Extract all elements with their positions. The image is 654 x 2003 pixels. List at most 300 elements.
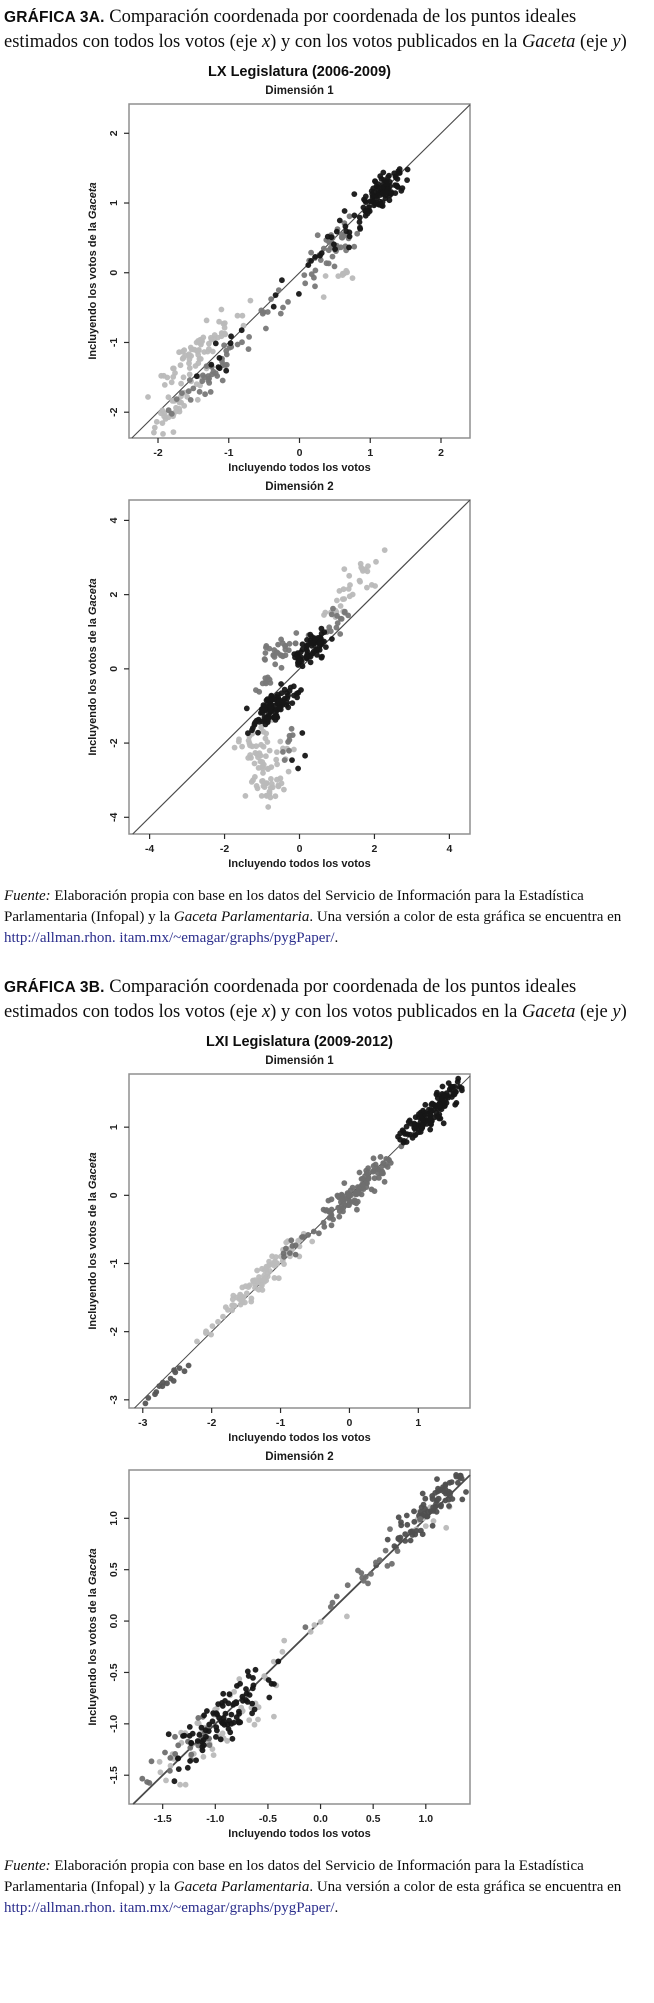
data-point — [246, 1284, 252, 1290]
data-point — [296, 291, 302, 297]
data-point — [404, 1139, 410, 1145]
data-point — [293, 640, 299, 646]
plot-title: Dimensión 2 — [265, 481, 334, 493]
data-point — [368, 1571, 374, 1577]
data-point — [260, 770, 266, 776]
text-segment: Fuente: — [4, 1858, 51, 1874]
source-note-3b — [4, 1856, 648, 1919]
data-point — [301, 1234, 307, 1240]
data-point — [402, 1538, 408, 1544]
figure-3a — [4, 64, 648, 872]
data-point — [208, 389, 214, 395]
data-point — [338, 244, 344, 250]
data-point — [276, 1275, 282, 1281]
data-point — [357, 579, 363, 585]
data-point — [308, 654, 314, 660]
data-point — [402, 1531, 408, 1537]
data-point — [210, 1323, 216, 1329]
data-point — [223, 348, 229, 354]
data-point — [224, 1738, 230, 1744]
data-point — [455, 1480, 461, 1486]
x-tick-label: 0.0 — [313, 1813, 328, 1825]
data-point — [286, 748, 292, 754]
data-point — [282, 757, 288, 763]
data-point — [385, 1537, 391, 1543]
data-point — [332, 264, 338, 270]
data-point — [297, 657, 303, 663]
x-axis-label: Incluyendo todos los votos — [228, 1828, 371, 1840]
data-point — [289, 700, 295, 706]
data-point — [222, 1698, 228, 1704]
text-segment: y — [612, 32, 621, 52]
scatter-plot-lx-dimension-1 — [4, 80, 654, 476]
y-tick-label: 4 — [108, 517, 120, 524]
data-point — [171, 429, 177, 435]
data-point — [245, 730, 251, 736]
data-point — [395, 1548, 401, 1554]
data-point — [428, 1107, 434, 1113]
data-point — [394, 182, 400, 188]
data-point — [220, 378, 226, 384]
data-point — [187, 365, 193, 371]
data-point — [294, 695, 300, 701]
data-point — [388, 189, 394, 195]
data-point — [395, 1536, 401, 1542]
data-point — [308, 1629, 314, 1635]
data-point — [160, 1383, 166, 1389]
data-point — [362, 1173, 368, 1179]
data-point — [338, 603, 344, 609]
data-point — [273, 292, 279, 298]
data-point — [223, 368, 229, 374]
data-point — [170, 374, 176, 380]
data-point — [256, 689, 262, 695]
data-point — [217, 355, 223, 361]
data-point — [427, 1127, 433, 1133]
data-point — [385, 1164, 391, 1170]
data-point — [383, 1548, 389, 1554]
data-point — [430, 1508, 436, 1514]
figure-3b — [4, 1034, 648, 1842]
data-point — [167, 1768, 173, 1774]
data-point — [236, 739, 242, 745]
data-point — [143, 1401, 149, 1407]
data-point — [201, 1754, 207, 1760]
data-point — [211, 369, 217, 375]
data-point — [197, 1732, 203, 1738]
data-point — [352, 213, 358, 219]
y-tick-label: -2 — [108, 407, 120, 417]
data-point — [178, 362, 184, 368]
x-tick-label: -2 — [153, 447, 163, 459]
data-point — [447, 1490, 453, 1496]
data-point — [277, 705, 283, 711]
data-point — [336, 1214, 342, 1220]
data-point — [206, 380, 212, 386]
data-point — [145, 1395, 151, 1401]
y-tick-label: -4 — [108, 812, 120, 822]
data-point — [181, 374, 187, 380]
data-point — [246, 1717, 252, 1723]
data-point — [221, 1719, 227, 1725]
data-point — [262, 675, 268, 681]
text-segment: Gaceta Parlamentaria — [173, 1879, 310, 1895]
data-point — [282, 696, 288, 702]
data-point — [187, 372, 193, 378]
data-point — [365, 1581, 371, 1587]
data-point — [342, 610, 348, 616]
data-point — [258, 308, 264, 314]
data-point — [358, 565, 364, 571]
data-point — [251, 1279, 257, 1285]
data-point — [263, 753, 269, 759]
x-tick-label: -1 — [224, 447, 234, 459]
data-point — [204, 1708, 210, 1714]
data-point — [354, 231, 360, 237]
data-point — [329, 1222, 335, 1228]
scatter-plot-lxi-dimension-2 — [4, 1446, 654, 1842]
data-point — [347, 593, 353, 599]
data-point — [246, 334, 252, 340]
data-point — [239, 744, 245, 750]
data-point — [162, 1750, 168, 1756]
data-point — [169, 379, 175, 385]
y-tick-label: -1 — [108, 337, 120, 348]
data-point — [171, 1367, 177, 1373]
data-point — [422, 1102, 428, 1108]
data-point — [252, 1722, 258, 1728]
data-point — [266, 1677, 272, 1683]
text-segment: x — [261, 1002, 271, 1022]
data-point — [182, 1368, 188, 1374]
text-segment: Fuente: — [4, 888, 51, 904]
data-point — [268, 296, 274, 302]
data-point — [213, 1710, 219, 1716]
data-point — [206, 1722, 212, 1728]
data-point — [162, 382, 168, 388]
data-point — [266, 1695, 272, 1701]
data-point — [373, 559, 379, 565]
plot-title: Dimensión 1 — [265, 1055, 334, 1067]
figure-3b-heading: LXI Legislatura (2009-2012) — [206, 1034, 393, 1050]
data-point — [259, 793, 265, 799]
text-segment: Comparación coordenada por coordenada de los puntos ideales estimados con todos los votos (eje — [4, 7, 577, 52]
data-point — [459, 1497, 465, 1503]
data-point — [420, 1122, 426, 1128]
text-segment: Gaceta Parlamentaria — [173, 909, 310, 925]
data-point — [445, 1093, 451, 1099]
data-point — [252, 1285, 258, 1291]
data-point — [247, 740, 253, 746]
data-point — [389, 1561, 395, 1567]
data-point — [357, 226, 363, 232]
data-point — [334, 1594, 340, 1600]
data-point — [213, 341, 219, 347]
source-url-link[interactable]: http://allman.rhon. itam.mx/~emagar/graphs/pygPaper/ — [4, 1900, 335, 1916]
data-point — [249, 1710, 255, 1716]
data-point — [431, 1518, 437, 1524]
data-point — [243, 1686, 249, 1692]
y-tick-label: -2 — [108, 1326, 120, 1337]
data-point — [328, 1604, 334, 1610]
data-point — [152, 1391, 158, 1397]
data-point — [330, 606, 336, 612]
data-point — [147, 1780, 153, 1786]
data-point — [163, 416, 169, 422]
data-point — [358, 1570, 364, 1576]
data-point — [337, 631, 343, 637]
text-segment: (eje — [575, 32, 613, 52]
text-segment: GRÁFICA 3A. — [4, 9, 105, 26]
x-tick-label: 0.5 — [365, 1813, 381, 1825]
data-point — [279, 665, 285, 671]
data-point — [188, 397, 194, 403]
data-point — [261, 1273, 267, 1279]
data-point — [260, 1287, 266, 1293]
text-segment: ) y con los votos publicados en la — [270, 32, 522, 52]
data-point — [181, 347, 187, 353]
text-segment: Elaboración propia con base en los datos del Servicio de Información para la Estadística Parlamentaria (Infopal) y la — [4, 1858, 584, 1895]
data-point — [205, 373, 211, 379]
data-point — [376, 181, 382, 187]
data-point — [446, 1503, 452, 1509]
data-point — [329, 1196, 335, 1202]
x-tick-label: -0.5 — [258, 1813, 277, 1825]
data-point — [211, 1752, 217, 1758]
data-point — [154, 419, 160, 425]
x-tick-label: -2 — [206, 1417, 217, 1429]
data-point — [387, 197, 393, 203]
x-tick-label: 0 — [346, 1417, 353, 1429]
data-point — [279, 277, 285, 283]
data-point — [214, 1728, 220, 1734]
data-point — [173, 405, 179, 411]
data-point — [287, 1250, 293, 1256]
text-segment: y — [612, 1002, 621, 1022]
x-tick-label: -3 — [138, 1417, 148, 1429]
data-point — [258, 742, 264, 748]
data-point — [176, 349, 182, 355]
x-tick-label: 1 — [415, 1417, 422, 1429]
data-point — [270, 697, 276, 703]
data-point — [228, 340, 234, 346]
data-point — [411, 1519, 417, 1525]
data-point — [404, 1513, 410, 1519]
data-point — [274, 761, 280, 767]
data-point — [193, 1757, 199, 1763]
data-point — [166, 407, 172, 413]
data-point — [263, 731, 269, 737]
data-point — [175, 1756, 181, 1762]
data-point — [220, 1691, 226, 1697]
data-point — [201, 349, 207, 355]
data-point — [323, 273, 329, 279]
data-point — [404, 177, 410, 183]
data-point — [397, 1130, 403, 1136]
scatter-plot-lx-dimension-2 — [4, 476, 654, 872]
data-point — [371, 1155, 377, 1161]
x-tick-label: 4 — [446, 843, 453, 855]
data-point — [248, 298, 254, 304]
data-point — [228, 333, 234, 339]
data-point — [396, 170, 402, 176]
data-point — [404, 1522, 410, 1528]
data-point — [356, 1189, 362, 1195]
data-point — [185, 1765, 191, 1771]
data-point — [422, 1506, 428, 1512]
data-point — [420, 1531, 426, 1537]
data-point — [282, 687, 288, 693]
data-point — [195, 352, 201, 358]
data-point — [263, 650, 269, 656]
data-point — [300, 641, 306, 647]
data-point — [346, 573, 352, 579]
data-point — [329, 234, 335, 240]
data-point — [420, 1491, 426, 1497]
y-axis-label: Incluyendo los votos de la Gaceta — [87, 182, 99, 360]
data-point — [372, 583, 378, 589]
data-point — [434, 1476, 440, 1482]
plot-title: Dimensión 2 — [265, 1451, 334, 1463]
data-point — [178, 381, 184, 387]
figure-3a-heading: LX Legislatura (2006-2009) — [208, 64, 391, 80]
data-point — [289, 726, 295, 732]
data-point — [354, 1207, 360, 1213]
text-segment: ) — [620, 32, 627, 52]
data-point — [443, 1482, 449, 1488]
data-point — [428, 1121, 434, 1127]
data-point — [230, 1296, 236, 1302]
data-point — [309, 1239, 315, 1245]
data-point — [315, 232, 321, 238]
data-point — [187, 1758, 193, 1764]
data-point — [289, 757, 295, 763]
data-point — [374, 1165, 380, 1171]
data-point — [253, 1667, 259, 1673]
data-point — [351, 244, 357, 250]
y-tick-label: 2 — [108, 591, 120, 598]
data-point — [194, 373, 200, 379]
data-point — [334, 598, 340, 604]
data-point — [172, 1734, 178, 1740]
data-point — [377, 199, 383, 205]
data-point — [323, 1208, 329, 1214]
data-point — [350, 275, 356, 281]
y-tick-label: -0.5 — [108, 1663, 120, 1682]
data-point — [278, 637, 284, 643]
data-point — [302, 280, 308, 286]
data-point — [194, 1339, 200, 1345]
data-point — [293, 1242, 299, 1248]
data-point — [280, 749, 286, 755]
y-axis-label: Incluyendo los votos de la Gaceta — [87, 1152, 99, 1330]
data-point — [352, 1197, 358, 1203]
data-point — [264, 793, 270, 799]
data-point — [254, 783, 260, 789]
data-point — [382, 547, 388, 553]
data-point — [182, 1733, 188, 1739]
data-point — [161, 373, 167, 379]
data-point — [440, 1084, 446, 1090]
data-point — [276, 287, 282, 293]
y-tick-label: -3 — [108, 1395, 120, 1405]
data-point — [260, 763, 266, 769]
data-point — [384, 178, 390, 184]
data-point — [430, 1523, 436, 1529]
data-point — [293, 630, 299, 636]
data-point — [180, 356, 186, 362]
data-point — [428, 1112, 434, 1118]
data-point — [226, 1718, 232, 1724]
data-point — [335, 620, 341, 626]
data-point — [235, 313, 241, 319]
text-segment: . — [334, 1900, 339, 1916]
x-tick-label: -1 — [275, 1417, 286, 1429]
data-point — [311, 649, 317, 655]
data-point — [321, 1220, 327, 1226]
data-point — [172, 1778, 178, 1784]
data-point — [309, 271, 315, 277]
data-point — [275, 692, 281, 698]
data-point — [275, 782, 281, 788]
data-point — [372, 1175, 378, 1181]
data-point — [188, 1752, 194, 1758]
text-segment: Comparación coordenada por coordenada de los puntos ideales estimados con todos los votos (eje — [4, 977, 577, 1022]
data-point — [222, 325, 228, 331]
data-point — [340, 596, 346, 602]
data-point — [220, 1703, 226, 1709]
data-point — [317, 640, 323, 646]
data-point — [405, 167, 411, 173]
data-point — [207, 1742, 213, 1748]
data-point — [268, 704, 274, 710]
data-point — [188, 353, 194, 359]
y-axis-label: Incluyendo los votos de la Gaceta — [87, 578, 99, 756]
source-url-link[interactable]: http://allman.rhon. itam.mx/~emagar/graphs/pygPaper/ — [4, 930, 335, 946]
data-point — [174, 396, 180, 402]
data-point — [329, 636, 335, 642]
data-point — [281, 1638, 287, 1644]
data-point — [255, 730, 261, 736]
data-point — [255, 1717, 261, 1723]
y-tick-label: -1.5 — [108, 1766, 120, 1785]
data-point — [175, 1742, 181, 1748]
data-point — [291, 683, 297, 689]
data-point — [274, 749, 280, 755]
data-point — [271, 647, 277, 653]
data-point — [326, 261, 332, 267]
data-point — [195, 397, 201, 403]
x-tick-label: -4 — [144, 843, 155, 855]
data-point — [237, 1681, 243, 1687]
data-point — [422, 1496, 428, 1502]
data-point — [202, 391, 208, 397]
data-point — [380, 1160, 386, 1166]
data-point — [271, 1260, 277, 1266]
data-point — [379, 1171, 385, 1177]
data-point — [249, 1296, 255, 1302]
data-point — [244, 706, 250, 712]
data-point — [240, 1299, 246, 1305]
data-point — [158, 410, 164, 416]
data-point — [343, 224, 349, 230]
data-point — [373, 1560, 379, 1566]
data-point — [311, 1229, 317, 1235]
data-point — [463, 1489, 469, 1495]
data-point — [318, 1619, 324, 1625]
data-point — [321, 612, 327, 618]
data-point — [411, 1121, 417, 1127]
